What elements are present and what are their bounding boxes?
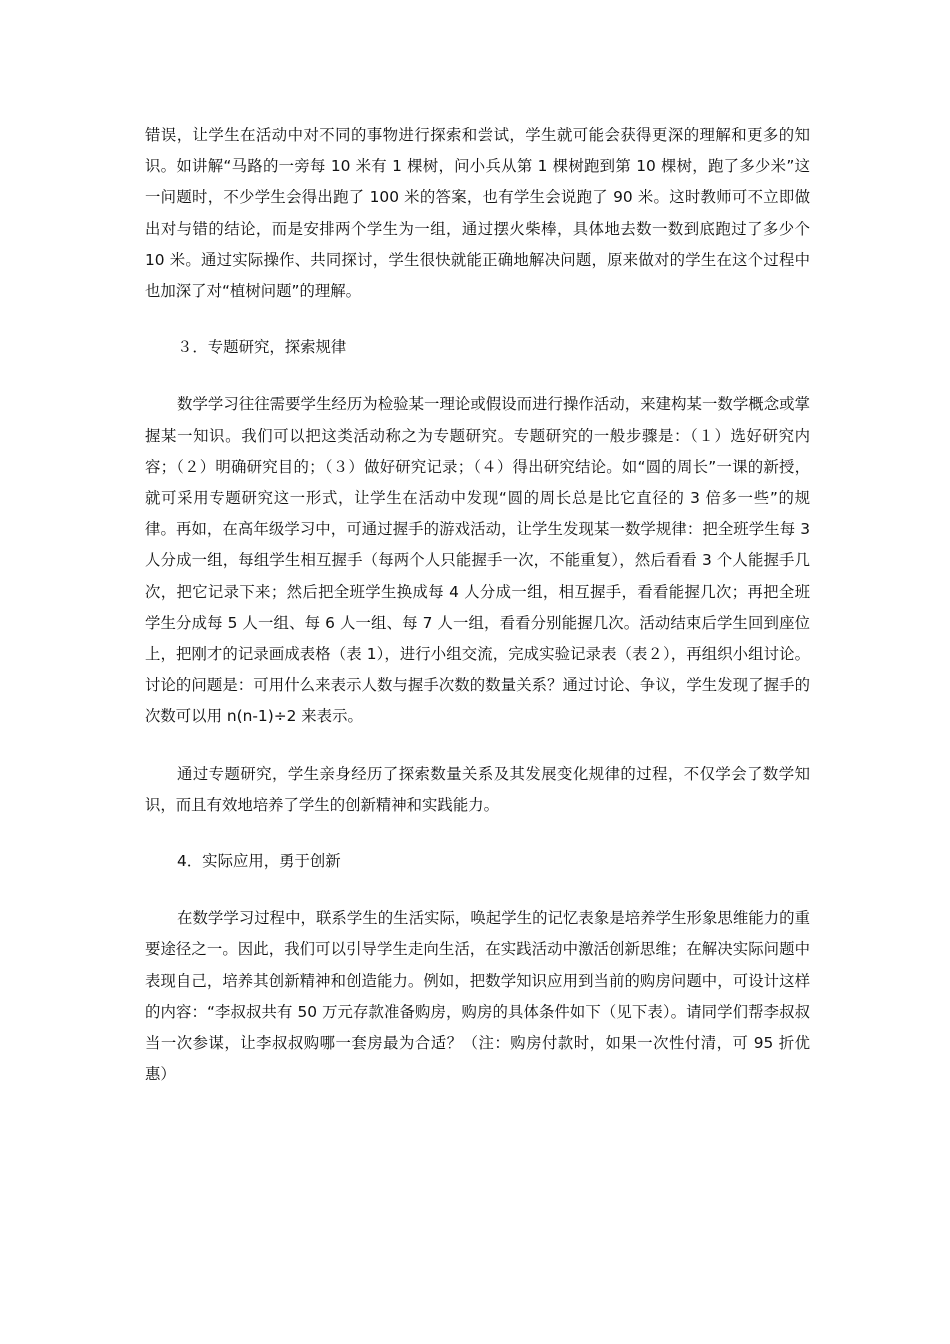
paragraph-practical-application: 在数学学习过程中，联系学生的生活实际，唤起学生的记忆表象是培养学生形象思维能力的重要途径之一。因此，我们可以引导学生走向生活，在实践活动中激活创新思维；在解决实际问题中表现自己，培养其创新精神和创造能力。例如，把数学知识应用到当前的购房问题中，可设计这样的内容：“李叔叔共有 50 万元存款准备购房，购房的具体条件如下（见下表）。请同学们帮李叔叔当一次参谋，让李叔叔购哪一套房最为合适？（注：购房付款时，如果一次性付清，可 95 折优惠） <box>145 909 810 1084</box>
paragraph-research-summary: 通过专题研究，学生亲身经历了探索数量关系及其发展变化规律的过程，不仅学会了数学知识，而且有效地培养了学生的创新精神和实践能力。 <box>145 764 810 814</box>
section-heading-4: 4．实际应用，勇于创新 <box>177 852 341 871</box>
paragraph-topic-research: 数学学习往往需要学生经历为检验某一理论或假设而进行操作活动，来建构某一数学概念或掌握某一知识。我们可以把这类活动称之为专题研究。专题研究的一般步骤是：（１）选好研究内容；（２）明确研究目的；（３）做好研究记录；（４）得出研究结论。如“圆的周长”一课的新授，就可采用专题研究这一形式，让学生在活动中发现“圆的周长总是比它直径的 3 倍多一些”的规律。再如，在高年级学习中，可通过握手的游戏活动，让学生发现某一数学规律：把全班学生每 3 人分成一组，每组学生相互握手（每两个人只能握手一次，不能重复），然后看看 3 个人能握手几次，把它记录下来；然后把全班学生换成每 4 人分成一组，相互握手，看看能握几次；再把全班学生分成每 5 人一组、每 6 人一组、每 7 人一组，看看分别能握几次。活动结束后学生回到座位上，把刚才的记录画成表格（表 1），进行小组交流，完成实验记录表（表２），再组织小组讨论。讨论的问题是：可用什么来表示人数与握手次数的数量关系？通过讨论、争议，学生发现了握手的次数可以用 n(n-1)÷2 来表示。 <box>145 395 810 726</box>
section-heading-3: ３．专题研究，探索规律 <box>177 338 347 357</box>
paragraph-tree-planting-example: 错误，让学生在活动中对不同的事物进行探索和尝试，学生就可能会获得更深的理解和更多的知识。如讲解“马路的一旁每 10 米有 1 棵树，问小兵从第 1 棵树跑到第 10 棵树，跑了多少米”这一问题时，不少学生会得出跑了 100 米的答案，也有学生会说跑了 90 米。这时教师可不立即做出对与错的结论，而是安排两个学生为一组，通过摆火柴棒，具体地去数一数到底跑过了多少个 10 米。通过实际操作、共同探讨，学生很快就能正确地解决问题，原来做对的学生在这个过程中也加深了对“植树问题”的理解。 <box>145 126 810 301</box>
document-body <box>145 120 810 1090</box>
